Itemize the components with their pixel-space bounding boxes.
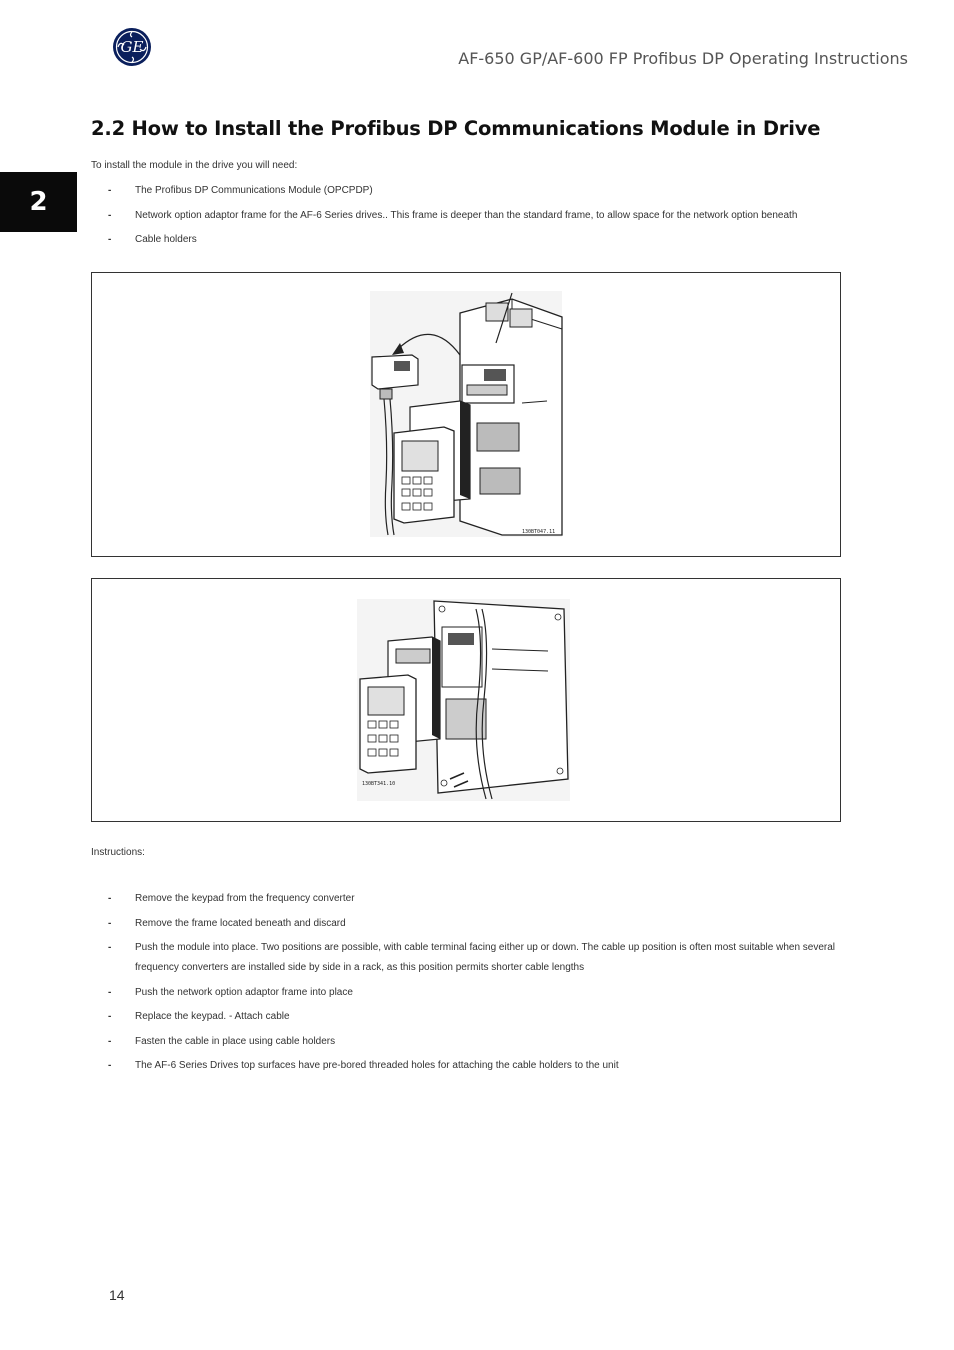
ge-logo [112,27,152,67]
intro-text: To install the module in the drive you will need: [91,160,298,171]
list-item [108,1056,848,1076]
list-item [108,889,848,909]
list-item-text: Network option adaptor frame for the AF-6 Series drives.. This frame is deeper than the standard frame, to allow space for the network option beneath [135,209,798,221]
bullet-dash: - [108,234,112,245]
instructions-label: Instructions: [91,847,145,858]
list-item-text: Remove the frame located beneath and discard [135,917,346,929]
list-item-text: Remove the keypad from the frequency converter [135,893,355,904]
list-item-text: Push the network option adaptor frame into place [135,986,353,998]
list-item-text: Cable holders [135,234,197,245]
list-item [108,1007,848,1027]
bullet-dash: - [108,942,112,953]
instructions-list [108,889,848,1081]
list-item [108,210,848,235]
list-item [108,938,848,978]
installation-figure-2 [91,578,841,822]
list-item-text: Push the module into place. Two positions are possible, with cable terminal facing either up or down. The cable up position is often most suitable when several frequency converters are installed side by side in a rack, as this position permits shorter cable lengths [135,942,836,973]
drive-module-illustration [92,579,840,821]
bullet-dash: - [108,209,112,221]
list-item [108,234,848,259]
list-item-text: Replace the keypad. - Attach cable [135,1011,290,1022]
list-item-text: The AF-6 Series Drives top surfaces have pre-bored threaded holes for attaching the cable holders to the unit [135,1060,619,1071]
document-title: AF-650 GP/AF-600 FP Profibus DP Operating Instructions [458,49,908,68]
list-item-text: Fasten the cable in place using cable holders [135,1035,336,1047]
bullet-dash: - [108,986,112,998]
bullet-dash: - [108,917,112,929]
list-item [108,914,848,934]
list-item-text: The Profibus DP Communications Module (OPCPDP) [135,185,373,196]
svg-text:GE: GE [120,38,144,56]
list-item [108,1032,848,1052]
bullet-dash: - [108,893,112,904]
figure-code: 130BT047.11 [522,529,556,535]
figure-code: 130BT341.10 [362,781,396,787]
bullet-dash: - [108,1011,112,1022]
installation-figure-1 [91,272,841,557]
bullet-dash: - [108,1035,112,1047]
drive-module-illustration [92,273,840,556]
section-heading: 2.2 How to Install the Profibus DP Communications Module in Drive [91,117,821,140]
page-number: 14 [109,1287,125,1303]
list-item [108,185,848,210]
chapter-tab: 2 [0,172,77,232]
requirements-list [108,185,848,259]
bullet-dash: - [108,185,112,196]
bullet-dash: - [108,1060,112,1071]
list-item [108,983,848,1003]
